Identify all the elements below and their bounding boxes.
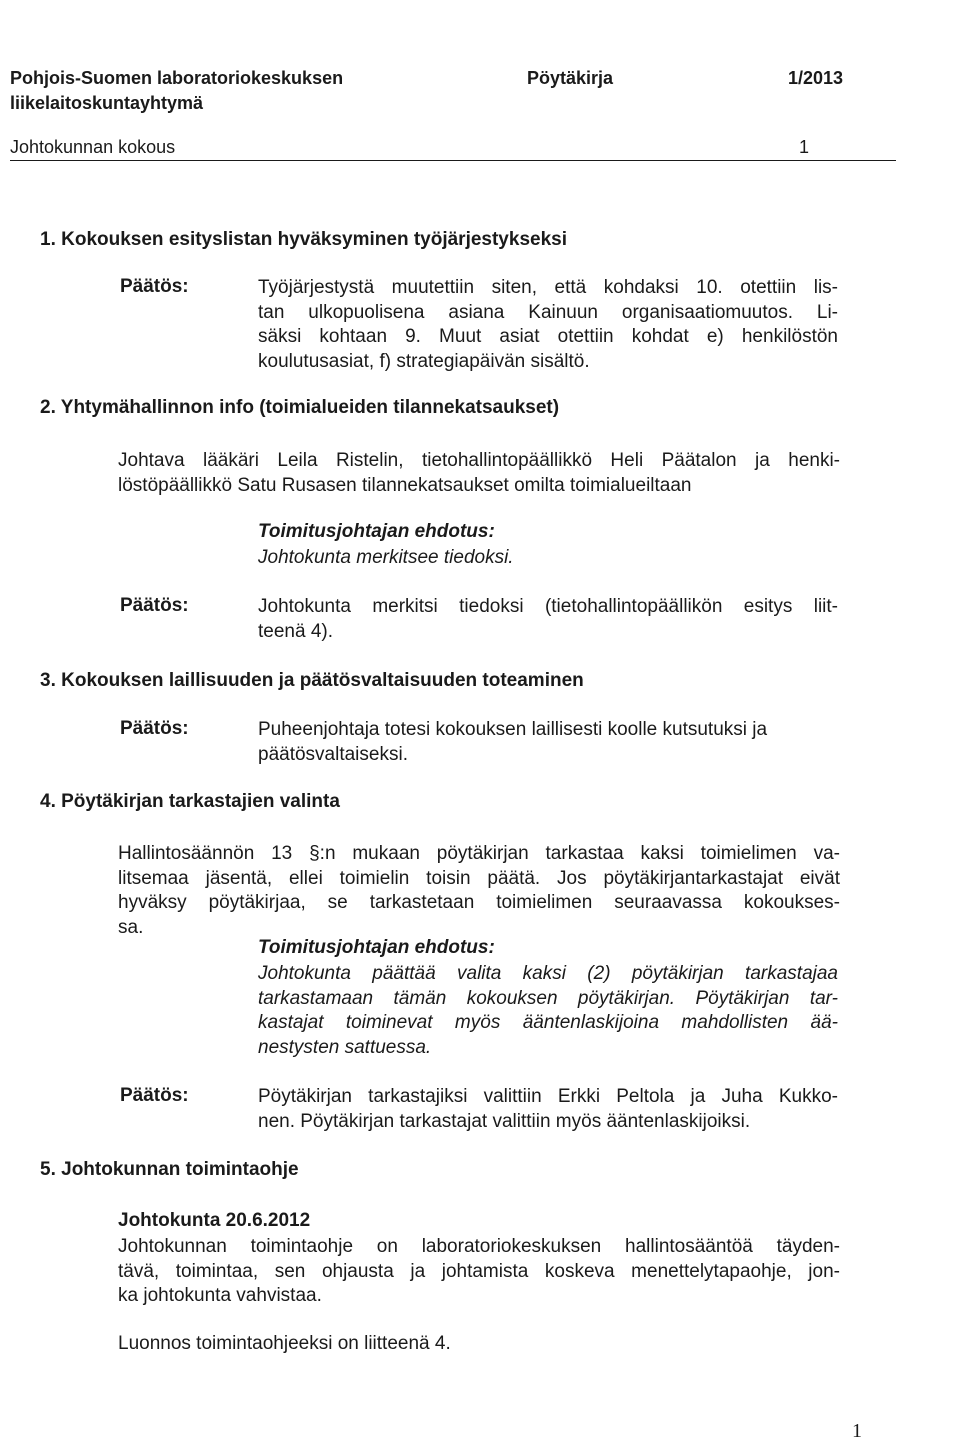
section-2-proposal-text <box>258 546 514 571</box>
organization-name-line2: liikelaitoskuntayhtymä <box>10 93 204 113</box>
section-5-subheading: Johtokunta 20.6.2012 <box>118 1210 311 1231</box>
document-type: Pöytäkirja <box>527 68 614 88</box>
text-line: hyväksy pöytäkirjaa, se tarkastetaan toimielimen seuraavassa kokoukses- <box>118 892 840 913</box>
section-2-title: 2. Yhtymähallinnon info (toimialueiden tilannekatsaukset) <box>40 397 560 418</box>
text-line: koulutusasiat, f) strategiapäivän sisältö. <box>258 350 590 372</box>
section-4-proposal-label: Toimitusjohtajan ehdotus: <box>258 937 495 958</box>
organization-name-line1: Pohjois-Suomen laboratoriokeskuksen <box>10 68 344 88</box>
text-line: ka johtokunta vahvistaa. <box>118 1285 322 1306</box>
section-3-decision-label: Päätös: <box>120 718 189 739</box>
section-4-decision-text <box>258 1085 838 1134</box>
page-number: 1 <box>852 1420 862 1442</box>
text-line: Johtokunnan toimintaohje on laboratoriokeskuksen hallintosääntöä täyden- <box>118 1236 840 1257</box>
text-line: Pöytäkirjan tarkastajiksi valittiin Erkki Peltola ja Juha Kukko- <box>258 1086 838 1107</box>
section-4-decision-label: Päätös: <box>120 1085 189 1106</box>
section-2-body <box>118 449 840 498</box>
text-line: sa. <box>118 916 144 938</box>
section-4-title: 4. Pöytäkirjan tarkastajien valinta <box>40 791 340 812</box>
section-4-proposal-text <box>258 962 838 1060</box>
text-line: löstöpäällikkö Satu Rusasen tilannekatsaukset omilta toimialueiltaan <box>118 474 692 496</box>
text-line: Johtokunta merkitsee tiedoksi. <box>258 547 514 568</box>
section-3-decision-text <box>258 718 838 767</box>
text-line: Hallintosäännön 13 §:n mukaan pöytäkirjan tarkastaa kaksi toimielimen va- <box>118 843 840 864</box>
text-line: nestysten sattuessa. <box>258 1036 432 1058</box>
section-3-title: 3. Kokouksen laillisuuden ja päätösvaltaisuuden toteaminen <box>40 670 584 691</box>
section-2-decision-label: Päätös: <box>120 595 189 616</box>
text-line: Johtokunta päättää valita kaksi (2) pöytäkirjan tarkastajaa <box>258 963 838 984</box>
text-line: kastajat toiminevat myös ääntenlaskijoina mahdollisten ää- <box>258 1012 838 1033</box>
text-line: tävä, toimintaa, sen ohjausta ja johtamista koskeva menettelytapaohje, jon- <box>118 1260 840 1282</box>
text-line: päätösvaltaiseksi. <box>258 743 408 765</box>
section-5-note: Luonnos toimintaohjeeksi on liitteenä 4. <box>118 1333 451 1354</box>
text-line: litsemaa jäsentä, ellei toimielin toisin päätä. Jos pöytäkirjantarkastajat eivät <box>118 867 840 889</box>
text-line: tarkastamaan tämän kokouksen pöytäkirjan. Pöytäkirjan tar- <box>258 987 838 1009</box>
section-4-body <box>118 842 840 940</box>
text-line: teenä 4). <box>258 620 333 642</box>
text-line: Puheenjohtaja totesi kokouksen laillisesti koolle kutsutuksi ja <box>258 719 768 740</box>
document-number: 1/2013 <box>788 68 844 88</box>
text-line: säksi kohtaan 9. Muut asiat otettiin kohdat e) henkilöstön <box>258 326 838 347</box>
section-5-title: 5. Johtokunnan toimintaohje <box>40 1159 299 1180</box>
text-line: Johtokunta merkitsi tiedoksi (tietohallintopäällikön esitys liit- <box>258 596 838 617</box>
section-1-decision-text <box>258 276 838 374</box>
section-1-decision-label: Päätös: <box>120 276 189 297</box>
section-5-body <box>118 1235 840 1309</box>
section-2-proposal-label: Toimitusjohtajan ehdotus: <box>258 521 495 542</box>
section-2-decision-text <box>258 595 838 644</box>
header-divider <box>10 160 896 161</box>
text-line: Työjärjestystä muutettiin siten, että kohdaksi 10. otettiin lis- <box>258 277 838 298</box>
section-1-title: 1. Kokouksen esityslistan hyväksyminen työjärjestykseksi <box>40 229 567 250</box>
text-line: nen. Pöytäkirjan tarkastajat valittiin myös ääntenlaskijoiksi. <box>258 1110 751 1132</box>
meeting-name: Johtokunnan kokous <box>10 137 176 157</box>
text-line: tan ulkopuolisena asiana Kainuun organisaatiomuutos. Li- <box>258 301 838 323</box>
text-line: Johtava lääkäri Leila Ristelin, tietohallintopäällikkö Heli Päätalon ja henki- <box>118 450 840 471</box>
meeting-number: 1 <box>799 137 810 157</box>
